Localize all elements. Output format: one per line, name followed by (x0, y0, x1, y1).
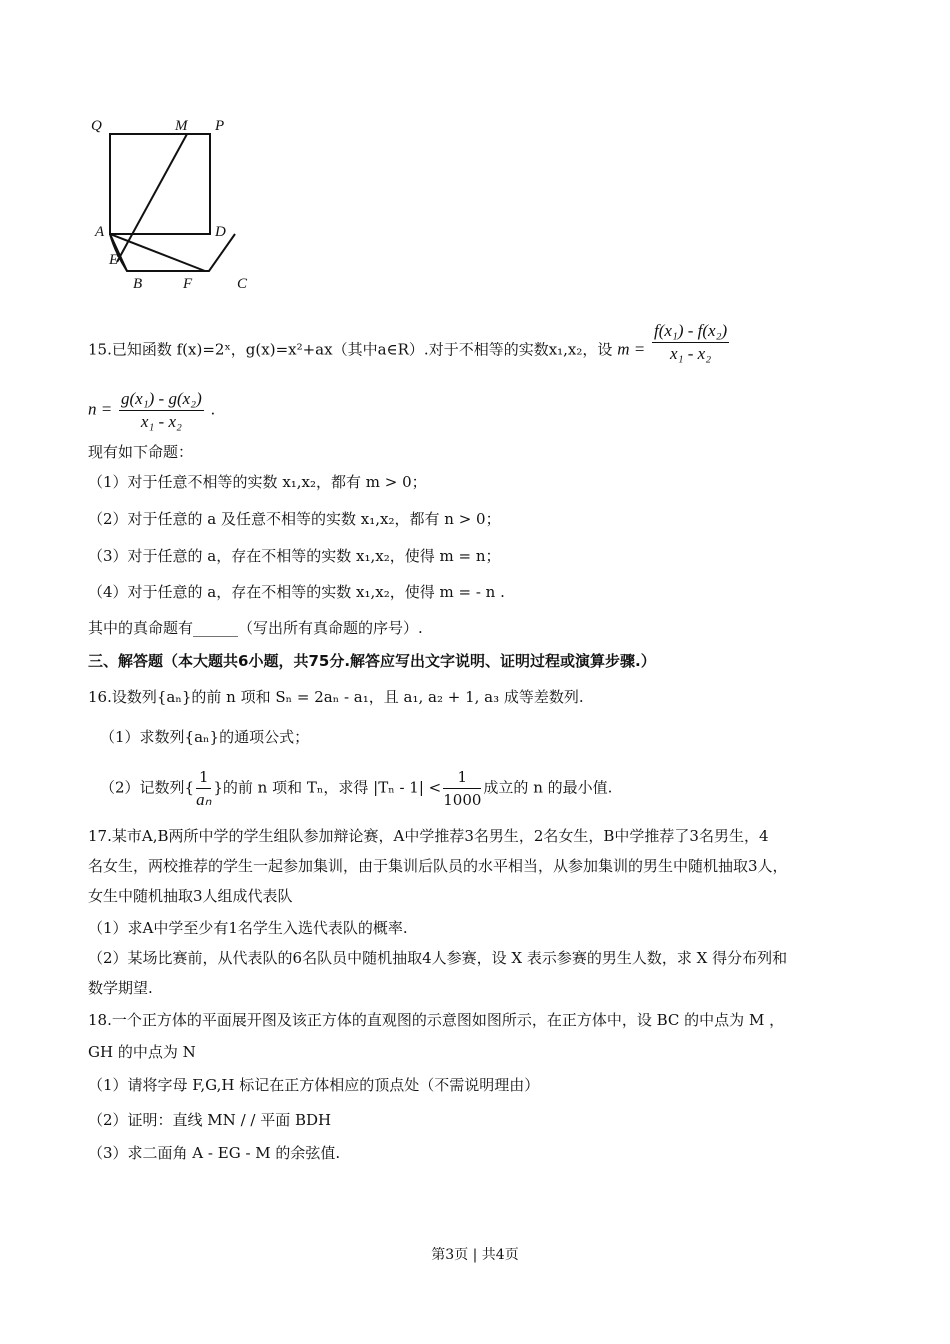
label-e: E (109, 252, 119, 268)
n-end: . (210, 400, 216, 419)
label-p: P (215, 118, 225, 134)
label-q: Q (91, 118, 102, 134)
q18-sub-3: （3）求二面角 A - EG - M 的余弦值. (88, 1144, 341, 1162)
q15-stem (88, 321, 731, 373)
section-3-heading: 三、解答题（本大题共6小题，共75分.解答应写出文字说明、证明过程或演算步骤.） (88, 652, 656, 670)
q16-sub-1: （1）求数列{aₙ}的通项公式； (100, 728, 310, 746)
q17-line-3: 女生中随机抽取3人组成代表队 (88, 887, 293, 905)
n-lhs: n = (88, 399, 113, 419)
q17-line-2: 名女生，两校推荐的学生一起参加集训，由于集训后队员的水平相当，从参加集训的男生中随机抽取3人， (88, 857, 788, 875)
page-footer: 第3页 | 共4页 (431, 1247, 519, 1263)
q15-ask: 其中的真命题有______（写出所有真命题的序号）. (88, 619, 423, 637)
geometry-figure (85, 112, 265, 297)
n-den: x₁ - x₂ (140, 412, 182, 431)
q15-prop-1: （1）对于任意不相等的实数 x₁,x₂，都有 m > 0； (88, 473, 427, 491)
q16-stem: 16.设数列{aₙ}的前 n 项和 Sₙ = 2aₙ - a₁，且 a₁, a₂ + 1, a₃ 成等差数列. (88, 688, 584, 706)
m-fraction (652, 320, 729, 365)
label-m: M (175, 118, 188, 134)
label-d: D (215, 224, 226, 240)
n-fraction (119, 388, 204, 433)
m-den: x₁ - x₂ (670, 344, 712, 363)
q16-sub-2 (100, 766, 612, 811)
label-c: C (237, 276, 248, 292)
label-f: F (183, 276, 193, 292)
q16-frac-2 (443, 766, 481, 811)
q16-s2-c: 成立的 n 的最小值. (483, 778, 613, 797)
frac-num: 1 (443, 766, 481, 789)
q17-sub-2b: 数学期望. (88, 979, 153, 997)
q15-prop-3: （3）对于任意的 a，存在不相等的实数 x₁,x₂，使得 m = n； (88, 547, 501, 565)
q16-frac-1 (196, 766, 211, 811)
n-num: g(x₁) - g(x₂) (119, 388, 204, 411)
q15-n-def (88, 388, 215, 433)
frac-den: 1000 (443, 791, 482, 809)
q15-prop-2: （2）对于任意的 a 及任意不相等的实数 x₁,x₂，都有 n > 0； (88, 510, 501, 528)
q18-line-1: 18.一个正方体的平面展开图及该正方体的直观图的示意图如图所示，在正方体中，设 BC 的中点为 M ， (88, 1011, 785, 1029)
q18-sub-2: （2）证明：直线 MN / / 平面 BDH (88, 1111, 332, 1129)
q18-line-2: GH 的中点为 N (88, 1043, 196, 1061)
q15-prop-4: （4）对于任意的 a，存在不相等的实数 x₁,x₂，使得 m = - n . (88, 583, 505, 601)
frac-den: aₙ (196, 790, 212, 809)
frac-num: 1 (196, 766, 211, 789)
label-a: A (95, 224, 105, 240)
q16-s2-b: }的前 n 项和 Tₙ，求得 |Tₙ - 1| < (213, 778, 442, 797)
q17-sub-2: （2）某场比赛前，从代表队的6名队员中随机抽取4人参赛，设 X 表示参赛的男生人数，求 X 得分布列和 (88, 949, 788, 967)
q17-sub-1: （1）求A中学至少有1名学生入选代表队的概率. (88, 919, 408, 937)
label-b: B (133, 276, 143, 292)
m-lhs: m = (617, 339, 646, 359)
q17-line-1: 17.某市A,B两所中学的学生组队参加辩论赛，A中学推荐3名男生，2名女生，B中学推荐了3名男生，4 (88, 827, 769, 845)
m-num: f(x₁) - f(x₂) (652, 320, 729, 343)
q16-s2-a: （2）记数列{ (100, 778, 195, 797)
q15-text: 15.已知函数 f(x)=2ˣ，g(x)=x²+ax（其中a∈R）.对于不相等的实数x₁,x₂，设 (88, 340, 613, 359)
q15-intro: 现有如下命题： (88, 443, 194, 461)
q18-sub-1: （1）请将字母 F,G,H 标记在正方体相应的顶点处（不需说明理由） (88, 1076, 540, 1094)
